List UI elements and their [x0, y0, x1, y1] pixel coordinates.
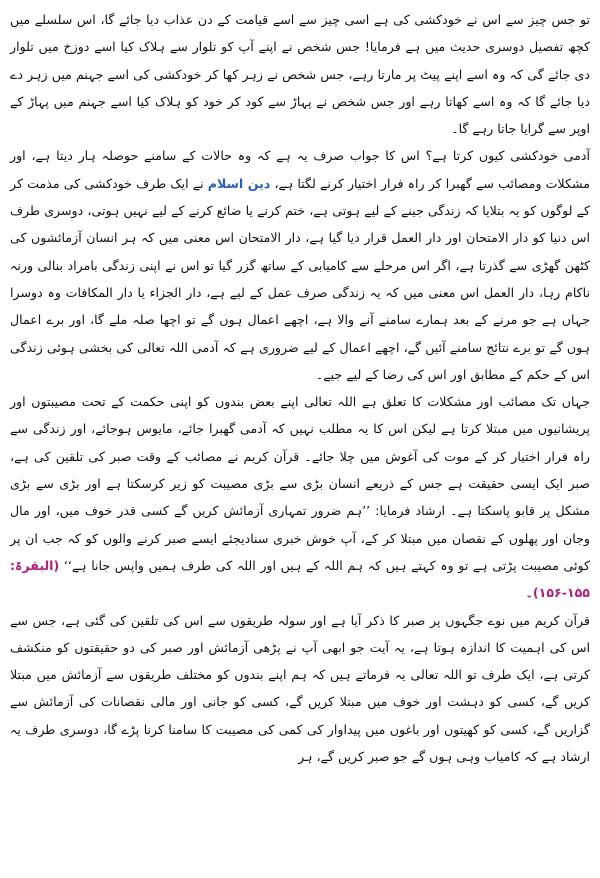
- paragraph-3: [10, 388, 590, 606]
- quran-reference: (البقرۃ: ۱۵۵-۱۵۶)۔: [10, 557, 590, 601]
- paragraph-text: جہاں تک مصائب اور مشکلات کا تعلق ہے اللہ تعالی اپنے بعض بندوں کو اپنی حکمت کے تحت مصیبتوں اور پریشانیوں میں مبتلا کرتا ہے لیکن اس کا یہ مطلب نہیں کہ آدمی گھبرا جائے، مایوس ہوجائے، اور زندگی سے راہ فرار اختیار کر کے موت کی آغوش میں چلا جائے۔ قرآن کریم نے مصائب کے وقت صبر کی تلقین کی ہے، صبر ایک ایسی حقیقت ہے جس کے ذریعے انسان بڑی سے بڑی مصیبت کو زیر کرسکتا ہے اور بڑی سے بڑی مشکل پر قابو پاسکتا ہے۔ ارشاد فرمایا: ’’ہم ضرور تمہاری آزمائش کریں گے کسی قدر خوف میں، اور مال وجان اور پھلوں کے نقصان میں مبتلا کر کے، آپ خوش خبری سنادیجئے ایسے صبر کرنے والوں کو کہ جب ان پر کوئی مصیبت پڑتی ہے تو وہ کہتے ہیں کہ ہم اللہ کے ہیں اور اللہ کی طرف ہمیں واپس جانا ہے‘‘: [10, 394, 590, 573]
- paragraph-text: تو جس چیز سے اس نے خودکشی کی ہے اسی چیز سے اسے قیامت کے دن عذاب دیا جائے گا، اس سلسلے میں کچھ تفصیل دوسری حدیث میں ہے فرمایا! جس شخص نے اپنے آپ کو تلوار سے ہلاک کیا اسے دوزخ میں تلوار دی جائے گی کہ وہ اسے اپنے پیٹ پر مارتا رہے، جس شخص نے زہر کھا کر خودکشی کی اسے جہنم میں زہر دے دیا جائے گا کہ وہ اسے کھاتا رہے اور جس شخص نے پہاڑ سے کود کر خود کو ہلاک کیا اسے جہنم میں پہاڑ کے اوپر سے گرایا جاتا رہے گا۔: [10, 12, 590, 137]
- paragraph-1: [10, 6, 590, 142]
- highlighted-term: دین اسلام: [207, 175, 271, 191]
- paragraph-2: [10, 142, 590, 388]
- paragraph-text: آدمی خودکشی کیوں کرتا ہے؟ اس کا جواب صرف یہ ہے کہ وہ حالات کے سامنے حوصلہ ہار دیتا ہے، اور مشکلات ومصائب سے گھبرا کر راہ فرار اختیار کرنے لگتا ہے،: [10, 148, 590, 191]
- paragraph-text: نے ایک طرف خودکشی کی مذمت کر کے لوگوں کو یہ بتلایا کہ زندگی جینے کے لیے ہوتی ہے، ختم کرنے یا ضائع کرنے کے لیے نہیں ہوتی، دوسری طرف اس دنیا کو دار الامتحان اور دار العمل قرار دیا گیا ہے، دار الامتحان اس معنی میں کہ ہر انسان آزمائشوں کی کٹھن گھڑی سے گذرتا ہے، اگر اس مرحلے سے کامیابی کے ساتھ گزر گیا تو اس نے اپنی زندگی بامراد بنالی ورنہ ناکام رہا، دار العمل اس معنی میں کہ یہ زندگی صرف عمل کے لیے ہے، دار الجزاء یا دار المکافات وہ دوسرا جہاں ہے جو مرنے کے بعد ہمارے سامنے آنے والا ہے، اچھے اعمال ہوں گے تو اچھا صلہ ملے گا، اور برے اعمال ہوں گے تو برے نتائج سامنے آئیں گے، اچھے اعمال کے لیے ضروری ہے کہ آدمی اللہ تعالی کی بخشی ہوئی زندگی اس کے حکم کے مطابق اور اس کی رضا کے لیے جیے۔: [10, 175, 590, 382]
- paragraph-4: [10, 607, 590, 771]
- paragraph-text: قرآن کریم میں نوے جگہوں پر صبر کا ذکر آیا ہے اور سولہ طریقوں سے اس کی تلقین کی گئی ہے، جس سے اس کی اہمیت کا اندازہ ہوتا ہے، یہ آیت جو ابھی آپ نے پڑھی آزمائش اور صبر کی دو حقیقتوں کو منکشف کرتی ہے، ایک طرف تو اللہ تعالی یہ فرماتے ہیں کہ ہم اپنے بندوں کو مختلف طریقوں سے آزمائش میں مبتلا کریں گے، کسی کو دہشت اور خوف میں مبتلا کریں گے، کسی کو جانی اور مالی نقصانات کی آزمائش سے گزاریں گے، کسی کو کھیتوں اور باغوں میں پیداوار کی کمی کی مصیبت کا سامنا کرنا پڑے گا، دوسری طرف یہ ارشاد ہے کہ کامیاب وہی ہوں گے جو صبر کریں گے، ہر: [10, 612, 590, 765]
